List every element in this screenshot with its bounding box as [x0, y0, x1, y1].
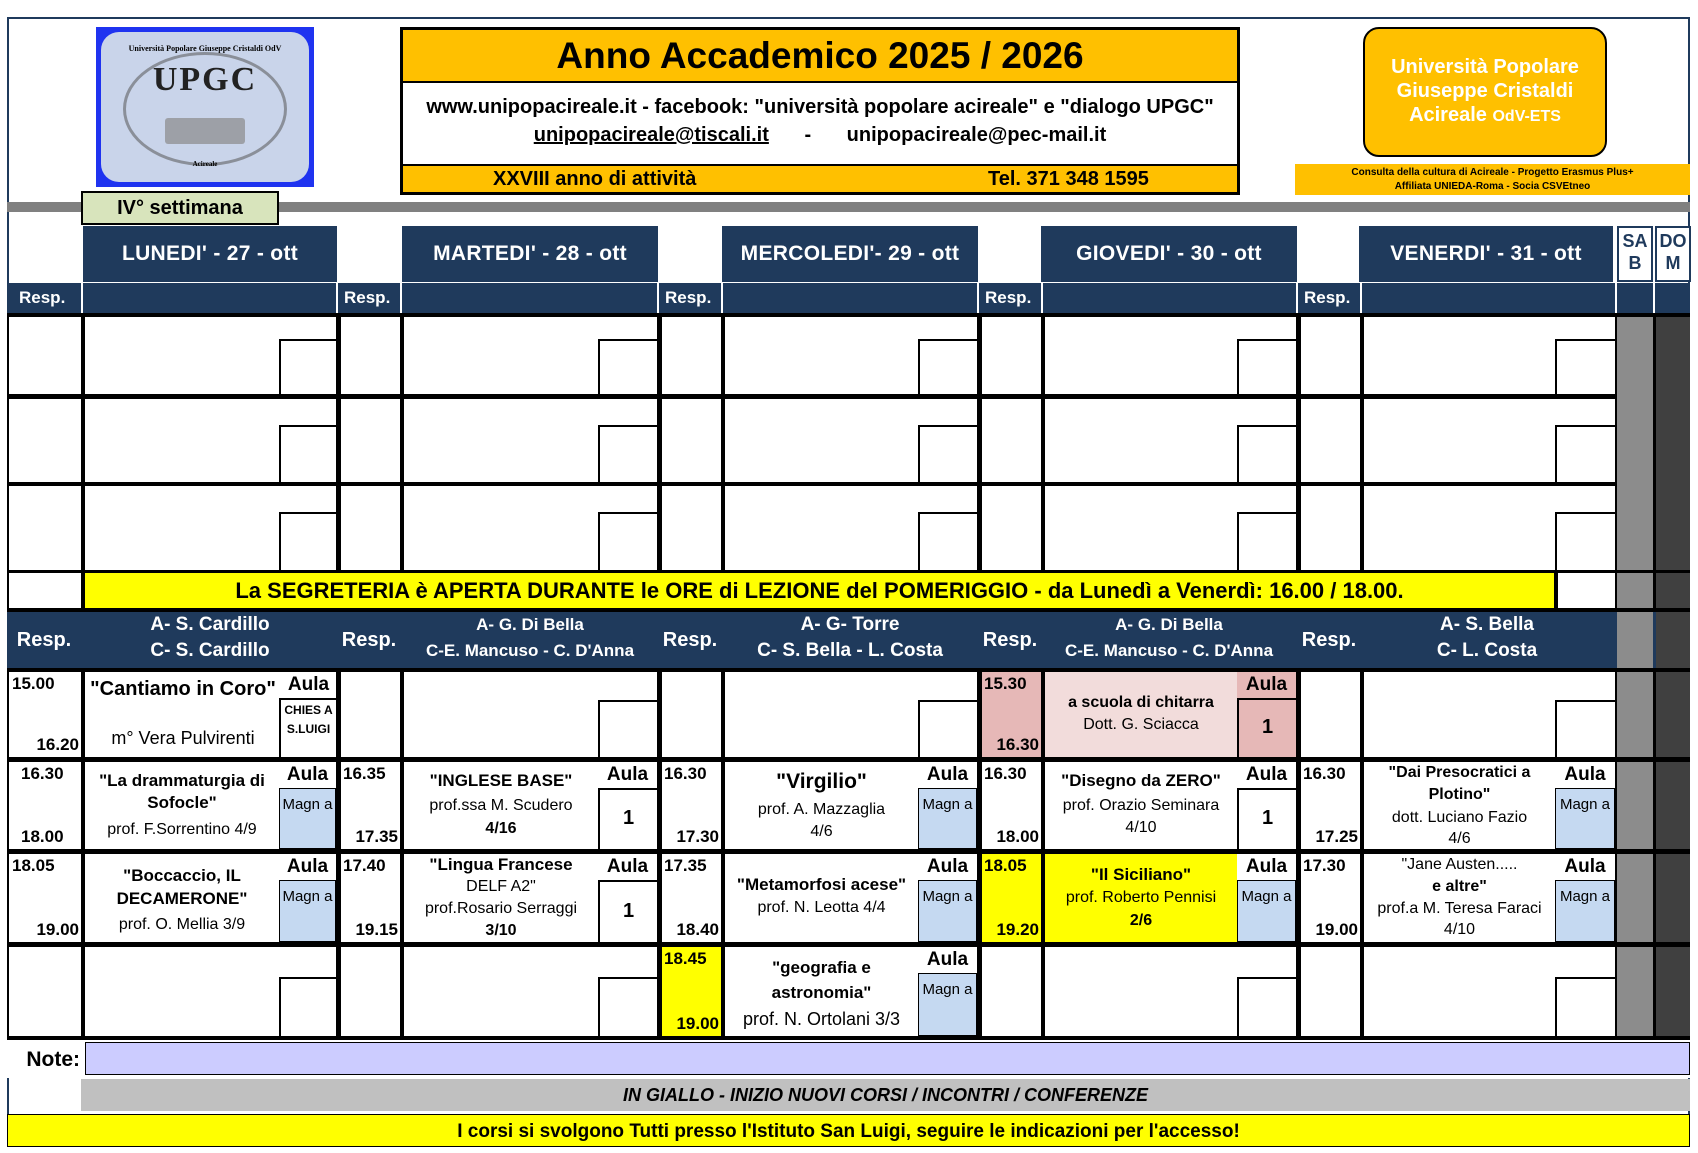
course-teacher: prof. N. Ortolani 3/3: [742, 1009, 901, 1029]
time-cell: [9, 762, 81, 849]
course-title: "geografia e astronomia": [771, 958, 872, 1002]
end-time: 16.20: [36, 735, 79, 754]
resp-cell: [9, 486, 81, 570]
end-time: 17.25: [1315, 827, 1358, 846]
aula-box: [598, 425, 657, 482]
room-label: CHIES A S.LUIGI: [279, 698, 336, 757]
start-time: 15.00: [12, 674, 55, 693]
aula-box: [1555, 700, 1615, 757]
week-label: IV° settimana: [81, 191, 279, 225]
course-teacher: prof.a M. Teresa Faraci: [1377, 900, 1542, 917]
sunday-column: [1656, 672, 1690, 757]
aula-label: Aula: [1245, 764, 1288, 785]
resp-cell: [662, 317, 721, 394]
course-title: "Dai Presocratici a Plotino": [1388, 764, 1531, 803]
course-cell: [1045, 762, 1296, 849]
resp-divider: [336, 283, 338, 313]
saturday-column: [1617, 573, 1653, 608]
course-cell: [725, 762, 977, 849]
end-time: 16.30: [996, 735, 1039, 754]
end-time: 18.00: [21, 827, 64, 846]
course-cell: [725, 947, 977, 1036]
notes-field[interactable]: [85, 1042, 1690, 1075]
page-title: Anno Accademico 2025 / 2026: [403, 30, 1237, 83]
resp-divider: [1653, 283, 1655, 313]
course-teacher: prof. N. Leotta 4/4: [757, 899, 886, 916]
start-time: 16.30: [1303, 764, 1346, 783]
time-cell: [9, 854, 81, 942]
course-cell: [85, 672, 336, 757]
sunday-header: DO M: [1655, 226, 1691, 282]
coordinator-a: A- G. Di Bella: [476, 615, 584, 634]
resp-divider: [1615, 283, 1617, 313]
course-title: "INGLESE BASE": [429, 771, 573, 790]
resp-divider: [657, 283, 659, 313]
course-teacher: prof. F.Sorrentino 4/9: [107, 821, 257, 838]
aula-box: [1237, 512, 1296, 570]
logo-bottom-text: Acireale: [192, 160, 218, 168]
coordinators-tuesday: [402, 612, 658, 668]
course-title: "Il Siciliano": [1090, 865, 1192, 884]
notes-label: Note:: [26, 1048, 80, 1071]
aula-label: Aula: [286, 856, 329, 877]
course-cell: [1045, 672, 1296, 757]
coordinator-a: A- G. Di Bella: [1115, 615, 1223, 634]
header-box: [400, 27, 1240, 195]
footer-notice: I corsi si svolgono Tutti presso l'Istituto San Luigi, seguire le indicazioni per l'accesso!: [7, 1114, 1690, 1147]
email-link[interactable]: unipopacireale@tiscali.it: [533, 124, 769, 146]
time-cell: [1301, 854, 1360, 942]
resp-label-thu: Resp.: [979, 283, 1041, 313]
aula-magna: Magn a: [918, 880, 977, 942]
sunday-column: [1656, 947, 1690, 1036]
resp-label-fri-2: Resp.: [1298, 612, 1360, 668]
pec-email[interactable]: unipopacireale@pec-mail.it: [846, 124, 1107, 146]
email-line: [403, 124, 1237, 147]
resp-cell: [341, 486, 400, 570]
resp-cell: [662, 399, 721, 482]
logo-top-text: Università Popolare Giuseppe Cristaldi OdV: [128, 44, 282, 53]
coordinator-c: C- L. Costa: [1436, 640, 1538, 661]
lesson-progress: 4/16: [485, 820, 517, 837]
time-cell: [1301, 762, 1360, 849]
affiliation-bar: [1295, 164, 1690, 195]
lesson-progress: 4/6: [810, 823, 833, 840]
aula-box: [1555, 512, 1615, 570]
resp-cell: [1301, 947, 1360, 1036]
banner-right-cell: [1558, 573, 1615, 608]
aula-label: Aula: [606, 764, 649, 785]
end-time: 19.00: [676, 1014, 719, 1033]
resp-divider: [81, 283, 83, 313]
aula-box: [279, 512, 336, 570]
course-cell: [85, 762, 336, 849]
coordinators-wednesday: [722, 612, 978, 668]
resp-divider: [1041, 283, 1043, 313]
legend-yellow: IN GIALLO - INIZIO NUOVI CORSI / INCONTRI / CONFERENZE: [81, 1079, 1690, 1111]
aula-column: [1237, 854, 1296, 942]
resp-label-fri: Resp.: [1298, 283, 1360, 313]
course-cell: [1364, 854, 1615, 942]
day-header-thursday: GIOVEDI' - 30 - ott: [1041, 226, 1297, 282]
end-time: 17.30: [676, 827, 719, 846]
lesson-progress: 4/10: [1443, 921, 1476, 938]
course-teacher: prof. Orazio Seminara: [1062, 797, 1220, 814]
coordinator-a: A- G- Torre: [800, 614, 900, 635]
badge-line-1: Università Popolare: [1391, 56, 1579, 78]
coordinator-c: C- S. Cardillo: [150, 640, 270, 661]
aula-label: Aula: [286, 764, 329, 785]
coordinator-c: C-E. Mancuso - C. D'Anna: [425, 641, 635, 660]
course-teacher: dott. Luciano Fazio: [1391, 809, 1528, 826]
resp-cell: [9, 317, 81, 394]
start-time: 16.30: [21, 764, 64, 783]
time-cell: [662, 762, 721, 849]
course-title-2: e altre": [1432, 878, 1487, 895]
aula-box: [279, 339, 336, 394]
resp-cell: [982, 399, 1041, 482]
resp-divider: [400, 283, 402, 313]
aula-magna: Magn a: [279, 880, 336, 942]
room-number: 1: [598, 788, 657, 849]
coordinator-a: A- S. Bella: [1440, 614, 1534, 635]
time-cell: [341, 854, 400, 942]
header-footer: [403, 164, 1237, 192]
resp-cell: [1301, 317, 1360, 394]
aula-box: [598, 512, 657, 570]
end-time: 19.00: [36, 920, 79, 939]
course-cell: [725, 854, 977, 942]
course-teacher: prof. O. Mellia 3/9: [118, 916, 246, 933]
start-time: 18.45: [664, 949, 707, 968]
time-cell: [982, 672, 1041, 757]
logo-main-text: UPGC: [152, 61, 258, 98]
coordinators-friday: [1359, 612, 1615, 668]
course-title: a scuola di chitarra: [1068, 694, 1214, 711]
aula-magna: Magn a: [1237, 880, 1296, 942]
course-title: "Disegno da ZERO": [1061, 771, 1221, 790]
aula-magna: Magn a: [918, 973, 977, 1036]
aula-label: Aula: [926, 764, 969, 785]
end-time: 19.15: [355, 920, 398, 939]
resp-cell: [982, 486, 1041, 570]
aula-box: [598, 339, 657, 394]
time-cell: [982, 762, 1041, 849]
day-header-friday: VENERDI' - 31 - ott: [1359, 226, 1613, 282]
course-title: "Virgilio": [776, 770, 867, 793]
course-cell: [1364, 762, 1615, 849]
aula-box: [598, 977, 657, 1036]
resp-cell: [9, 947, 81, 1036]
resp-cell: [341, 947, 400, 1036]
coordinator-c: C- S. Bella - L. Costa: [757, 640, 943, 661]
day-header-wednesday: MERCOLEDI'- 29 - ott: [722, 226, 978, 282]
aula-box: [1237, 425, 1296, 482]
course-title-2: DELF A2": [466, 878, 536, 895]
course-cell: [404, 854, 657, 942]
banner-left-cell: [9, 573, 81, 608]
aula-box: [1555, 425, 1615, 482]
aula-magna: Magn a: [918, 788, 977, 849]
aula-box: [1237, 977, 1296, 1036]
resp-cell: [341, 317, 400, 394]
resp-cell: [341, 399, 400, 482]
aula-label: Aula: [1237, 672, 1296, 698]
aula-box: [279, 425, 336, 482]
saturday-column: [1617, 854, 1653, 942]
aula-label: Aula: [287, 674, 330, 695]
start-time: 18.05: [12, 856, 55, 875]
course-cell: [1045, 854, 1237, 942]
end-time: 17.35: [355, 827, 398, 846]
start-time: 18.05: [984, 856, 1027, 875]
saturday-column: [1617, 612, 1653, 668]
affiliation-line-1: Consulta della cultura di Acireale - Progetto Erasmus Plus+: [1351, 167, 1634, 178]
day-header-monday: LUNEDI' - 27 - ott: [83, 226, 337, 282]
course-title: "Metamorfosi acese": [736, 875, 907, 894]
lesson-progress: 3/10: [485, 922, 517, 939]
resp-label-tue-2: Resp.: [338, 612, 400, 668]
course-cell: [404, 762, 657, 849]
aula-label: Aula: [1564, 764, 1606, 785]
course-teacher: prof.Rosario Serraggi: [424, 900, 578, 917]
resp-cell: [1301, 672, 1360, 757]
day-header-tuesday: MARTEDI' - 28 - ott: [402, 226, 658, 282]
resp-cell: [341, 672, 400, 757]
resp-divider: [721, 283, 723, 313]
affiliation-line-2: Affiliata UNIEDA-Roma - Socia CSVEtneo: [1394, 181, 1591, 192]
start-time: 15.30: [984, 674, 1027, 693]
end-time: 19.20: [996, 920, 1039, 939]
sunday-column: [1656, 854, 1690, 942]
start-time: 17.40: [343, 856, 386, 875]
website-info: www.unipopacireale.it - facebook: "università popolare acireale" e "dialogo UPGC": [426, 96, 1214, 118]
end-time: 19.00: [1315, 920, 1358, 939]
resp-divider: [977, 283, 979, 313]
aula-box: [598, 700, 657, 757]
course-teacher: m° Vera Pulvirenti: [111, 728, 255, 748]
aula-box: [918, 339, 977, 394]
aula-label: Aula: [926, 856, 969, 877]
resp-cell: [982, 947, 1041, 1036]
coordinators-monday: [83, 612, 337, 668]
resp-label-wed: Resp.: [659, 283, 721, 313]
room-number: 1: [1237, 788, 1296, 849]
resp-label-wed-2: Resp.: [659, 612, 721, 668]
time-cell: [662, 947, 721, 1036]
lesson-progress: 4/6: [1448, 830, 1471, 847]
sunday-column: [1656, 573, 1690, 608]
course-title: "Jane Austen.....: [1401, 856, 1518, 873]
room-number: 1: [598, 880, 657, 942]
time-cell: [662, 854, 721, 942]
resp-cell: [9, 399, 81, 482]
coordinators-thursday: [1041, 612, 1297, 668]
aula-box: [1237, 339, 1296, 394]
course-teacher: prof. Roberto Pennisi: [1065, 889, 1217, 906]
resp-cell: [662, 672, 721, 757]
resp-bar-top: [7, 283, 1690, 313]
aula-magna: Magn a: [279, 788, 336, 849]
badge-line-2: Giuseppe Cristaldi: [1396, 80, 1574, 102]
course-teacher: prof.ssa M. Scudero: [429, 797, 573, 814]
badge-odv: OdV-ETS: [1492, 108, 1561, 125]
university-badge: [1363, 27, 1607, 157]
course-cell: [85, 854, 336, 942]
course-teacher: prof. A. Mazzaglia: [757, 801, 886, 818]
aula-label: Aula: [926, 949, 969, 970]
laurel-wreath-icon: [123, 52, 287, 166]
resp-cell: [982, 317, 1041, 394]
lesson-progress: 4/10: [1125, 819, 1157, 836]
resp-label-mon: Resp.: [7, 283, 81, 313]
aula-box: [918, 425, 977, 482]
resp-cell: [1301, 486, 1360, 570]
aula-box: [918, 700, 977, 757]
resp-label-thu-2: Resp.: [979, 612, 1041, 668]
coordinator-a: A- S. Cardillo: [150, 614, 270, 635]
time-cell: [341, 762, 400, 849]
saturday-column: [1617, 762, 1653, 849]
email-separator: -: [804, 124, 812, 146]
aula-label: Aula: [606, 856, 649, 877]
aula-magna: Magn a: [1555, 788, 1615, 849]
anno-attivita: XXVIII anno di attività: [493, 168, 697, 190]
saturday-header: SA B: [1617, 226, 1653, 282]
end-time: 18.00: [996, 827, 1039, 846]
saturday-column: [1617, 672, 1653, 757]
course-title: "Lingua Francese: [429, 855, 573, 874]
start-time: 16.30: [664, 764, 707, 783]
badge-line-3: Acireale: [1409, 104, 1487, 126]
start-time: 16.35: [343, 764, 386, 783]
start-time: 17.35: [664, 856, 707, 875]
aula-box: [279, 977, 336, 1036]
telephone: Tel. 371 348 1595: [988, 168, 1149, 190]
saturday-column: [1617, 317, 1653, 570]
sunday-column: [1656, 317, 1690, 570]
sunday-column: [1656, 762, 1690, 849]
lesson-progress: 2/6: [1129, 912, 1153, 929]
aula-label: Aula: [1245, 856, 1288, 877]
aula-magna: Magn a: [1555, 880, 1615, 942]
course-title: "La drammaturgia di Sofocle": [99, 771, 265, 812]
start-time: 16.30: [984, 764, 1027, 783]
time-cell: [9, 672, 81, 757]
course-title: "Boccaccio, IL DECAMERONE": [116, 866, 248, 908]
resp-label-mon-2: Resp.: [7, 612, 81, 668]
course-title: "Cantiamo in Coro": [90, 678, 276, 700]
resp-divider: [1296, 283, 1298, 313]
aula-box: [918, 512, 977, 570]
upgc-logo: [96, 27, 314, 187]
office-hours-banner: La SEGRETERIA è APERTA DURANTE le ORE di LEZIONE del POMERIGGIO - da Lunedì a Venerdì: 16.00 / 18.00.: [85, 573, 1554, 608]
coordinator-c: C-E. Mancuso - C. D'Anna: [1064, 641, 1274, 660]
resp-label-tue: Resp.: [338, 283, 400, 313]
books-icon: [165, 118, 245, 144]
aula-box: [1555, 977, 1615, 1036]
course-teacher: Dott. G. Sciacca: [1083, 716, 1199, 733]
sunday-column: [1656, 612, 1690, 668]
start-time: 17.30: [1303, 856, 1346, 875]
aula-box: [1555, 339, 1615, 394]
resp-divider: [1360, 283, 1362, 313]
saturday-column: [1617, 947, 1653, 1036]
resp-cell: [662, 486, 721, 570]
time-cell: [982, 854, 1041, 942]
end-time: 18.40: [676, 920, 719, 939]
resp-cell: [1301, 399, 1360, 482]
room-number: 1: [1237, 698, 1296, 757]
aula-label: Aula: [1564, 856, 1606, 877]
